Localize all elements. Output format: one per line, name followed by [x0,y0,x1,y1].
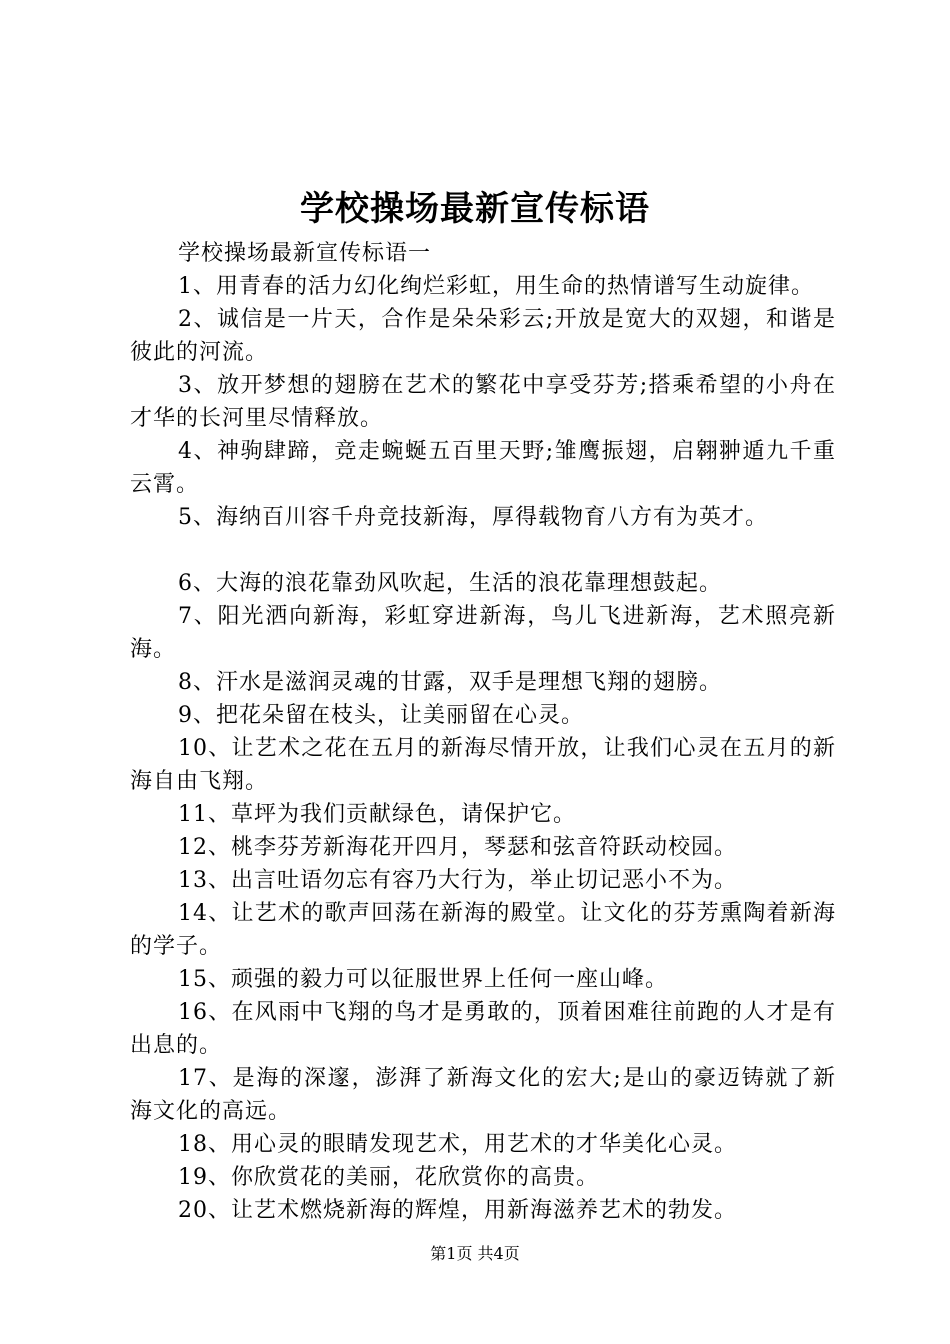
slogan-item-4: 4、神驹肆蹄，竞走蜿蜒五百里天野;雏鹰振翅，启翱翀遁九千重云霄。 [130,439,836,497]
slogan-item-9: 9、把花朵留在枝头，让美丽留在心灵。 [178,703,584,728]
slogan-item-18: 18、用心灵的眼睛发现艺术，用艺术的才华美化心灵。 [178,1132,737,1157]
slogan-item-8: 8、汗水是滋润灵魂的甘露，双手是理想飞翔的翅膀。 [178,670,722,695]
document-body [130,237,836,1227]
slogan-item-12: 12、桃李芬芳新海花开四月，琴瑟和弦音符跃动校园。 [178,835,737,860]
slogan-item-6: 6、大海的浪花靠劲风吹起，生活的浪花靠理想鼓起。 [178,571,722,596]
slogan-item-19: 19、你欣赏花的美丽，花欣赏你的高贵。 [178,1165,599,1190]
slogan-item-2: 2、诚信是一片天，合作是朵朵彩云;开放是宽大的双翅，和谐是彼此的河流。 [130,307,836,365]
slogan-item-13: 13、出言吐语勿忘有容乃大行为，举止切记恶小不为。 [178,868,737,893]
slogan-item-10: 10、让艺术之花在五月的新海尽情开放，让我们心灵在五月的新海自由飞翔。 [130,736,836,794]
slogan-item-14: 14、让艺术的歌声回荡在新海的殿堂。让文化的芬芳熏陶着新海的学子。 [130,901,836,959]
slogan-item-16: 16、在风雨中飞翔的鸟才是勇敢的，顶着困难往前跑的人才是有出息的。 [130,1000,836,1058]
page-number-footer: 第1页 共4页 [430,1244,520,1263]
slogan-item-20: 20、让艺术燃烧新海的辉煌，用新海滋养艺术的勃发。 [178,1198,737,1223]
slogan-item-11: 11、草坪为我们贡献绿色，请保护它。 [178,802,576,827]
document-title: 学校操场最新宣传标语 [300,189,650,229]
slogan-item-17: 17、是海的深邃，澎湃了新海文化的宏大;是山的豪迈铸就了新海文化的高远。 [130,1066,836,1124]
paragraph-gap [130,534,836,567]
section-heading: 学校操场最新宣传标语一 [178,241,432,266]
slogan-item-1: 1、用青春的活力幻化绚烂彩虹，用生命的热情谱写生动旋律。 [178,274,814,299]
slogan-item-5: 5、海纳百川容千舟竞技新海，厚得载物育八方有为英才。 [178,505,768,530]
slogan-item-3: 3、放开梦想的翅膀在艺术的繁花中享受芬芳;搭乘希望的小舟在才华的长河里尽情释放。 [130,373,836,431]
slogan-item-7: 7、阳光洒向新海，彩虹穿进新海，鸟儿飞进新海，艺术照亮新海。 [130,604,836,662]
slogan-item-15: 15、顽强的毅力可以征服世界上任何一座山峰。 [178,967,668,992]
